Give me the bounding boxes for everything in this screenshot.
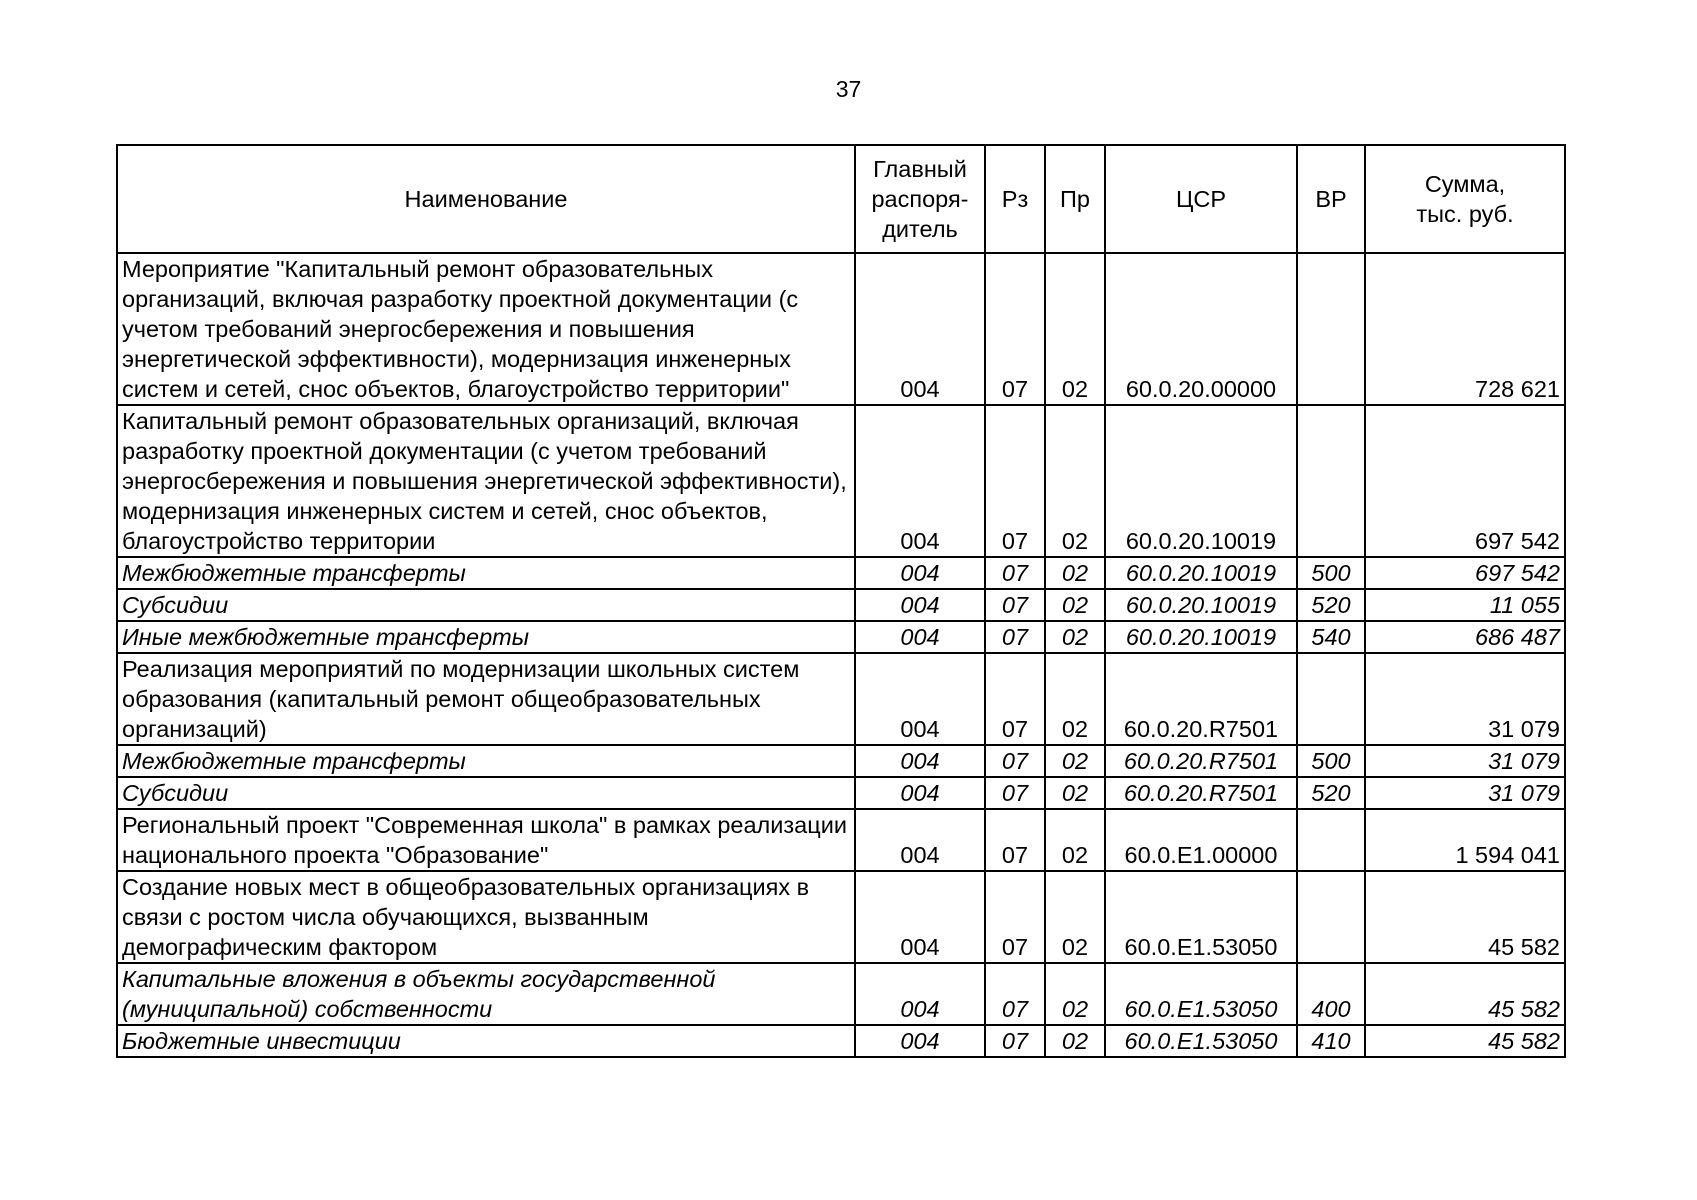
cell-vr: 500 [1297, 745, 1365, 777]
table-row [117, 405, 1565, 557]
cell-pr: 02 [1045, 1025, 1105, 1057]
cell-vr: 540 [1297, 621, 1365, 653]
cell-rz: 07 [985, 405, 1045, 557]
cell-sum: 45 582 [1365, 1025, 1565, 1057]
cell-vr [1297, 405, 1365, 557]
cell-sum: 31 079 [1365, 745, 1565, 777]
cell-name: Региональный проект "Современная школа" в рамках реализации национального проекта "Образование" [117, 809, 855, 871]
cell-sum: 686 487 [1365, 621, 1565, 653]
cell-rz: 07 [985, 745, 1045, 777]
cell-pr: 02 [1045, 253, 1105, 405]
table-row [117, 253, 1565, 405]
cell-rz: 07 [985, 653, 1045, 745]
cell-csr: 60.0.20.00000 [1105, 253, 1297, 405]
header-name: Наименование [117, 145, 855, 253]
table-row [117, 589, 1565, 621]
cell-csr: 60.0.20.10019 [1105, 621, 1297, 653]
cell-manager: 004 [855, 963, 985, 1025]
cell-csr: 60.0.20.R7501 [1105, 745, 1297, 777]
cell-name: Капитальные вложения в объекты государственной (муниципальной) собственности [117, 963, 855, 1025]
cell-pr: 02 [1045, 809, 1105, 871]
table-row [117, 871, 1565, 963]
cell-name: Субсидии [117, 777, 855, 809]
cell-rz: 07 [985, 777, 1045, 809]
cell-vr: 520 [1297, 589, 1365, 621]
cell-name: Бюджетные инвестиции [117, 1025, 855, 1057]
cell-rz: 07 [985, 871, 1045, 963]
cell-vr [1297, 253, 1365, 405]
cell-rz: 07 [985, 963, 1045, 1025]
cell-sum: 31 079 [1365, 653, 1565, 745]
header-rz: Рз [985, 145, 1045, 253]
cell-vr [1297, 871, 1365, 963]
cell-csr: 60.0.20.R7501 [1105, 777, 1297, 809]
cell-csr: 60.0.E1.53050 [1105, 963, 1297, 1025]
cell-sum: 1 594 041 [1365, 809, 1565, 871]
cell-csr: 60.0.20.10019 [1105, 589, 1297, 621]
cell-pr: 02 [1045, 405, 1105, 557]
cell-pr: 02 [1045, 621, 1105, 653]
cell-sum: 728 621 [1365, 253, 1565, 405]
cell-rz: 07 [985, 589, 1045, 621]
cell-vr [1297, 653, 1365, 745]
cell-csr: 60.0.20.10019 [1105, 405, 1297, 557]
cell-manager: 004 [855, 621, 985, 653]
table-row [117, 963, 1565, 1025]
header-pr: Пр [1045, 145, 1105, 253]
table-row [117, 621, 1565, 653]
table-row [117, 557, 1565, 589]
cell-sum: 11 055 [1365, 589, 1565, 621]
table-row [117, 809, 1565, 871]
cell-manager: 004 [855, 253, 985, 405]
cell-pr: 02 [1045, 963, 1105, 1025]
cell-sum: 31 079 [1365, 777, 1565, 809]
cell-vr: 500 [1297, 557, 1365, 589]
cell-name: Межбюджетные трансферты [117, 745, 855, 777]
cell-csr: 60.0.E1.53050 [1105, 871, 1297, 963]
cell-manager: 004 [855, 809, 985, 871]
cell-manager: 004 [855, 589, 985, 621]
cell-vr [1297, 809, 1365, 871]
cell-csr: 60.0.20.10019 [1105, 557, 1297, 589]
cell-rz: 07 [985, 1025, 1045, 1057]
cell-pr: 02 [1045, 557, 1105, 589]
cell-manager: 004 [855, 557, 985, 589]
cell-pr: 02 [1045, 871, 1105, 963]
cell-rz: 07 [985, 557, 1045, 589]
cell-manager: 004 [855, 871, 985, 963]
header-sum: Сумма, тыс. руб. [1365, 145, 1565, 253]
cell-name: Межбюджетные трансферты [117, 557, 855, 589]
cell-manager: 004 [855, 777, 985, 809]
table-row [117, 653, 1565, 745]
header-manager: Главный распоря- дитель [855, 145, 985, 253]
cell-vr: 410 [1297, 1025, 1365, 1057]
cell-sum: 697 542 [1365, 557, 1565, 589]
cell-name: Иные межбюджетные трансферты [117, 621, 855, 653]
cell-vr: 520 [1297, 777, 1365, 809]
header-vr: ВР [1297, 145, 1365, 253]
table-row [117, 745, 1565, 777]
cell-rz: 07 [985, 621, 1045, 653]
cell-name: Реализация мероприятий по модернизации школьных систем образования (капитальный ремонт общеобразовательных организаций) [117, 653, 855, 745]
cell-manager: 004 [855, 405, 985, 557]
cell-sum: 697 542 [1365, 405, 1565, 557]
cell-manager: 004 [855, 1025, 985, 1057]
cell-name: Субсидии [117, 589, 855, 621]
cell-csr: 60.0.E1.00000 [1105, 809, 1297, 871]
cell-pr: 02 [1045, 589, 1105, 621]
cell-manager: 004 [855, 653, 985, 745]
cell-pr: 02 [1045, 777, 1105, 809]
table-row [117, 1025, 1565, 1057]
page-number: 37 [835, 76, 862, 102]
cell-csr: 60.0.E1.53050 [1105, 1025, 1297, 1057]
table-row [117, 777, 1565, 809]
table-header-row [117, 145, 1565, 253]
cell-rz: 07 [985, 253, 1045, 405]
cell-name: Создание новых мест в общеобразовательных организациях в связи с ростом числа обучающихся, вызванным демографическим фактором [117, 871, 855, 963]
cell-name: Мероприятие "Капитальный ремонт образовательных организаций, включая разработку проектной документации (с учетом требований энергосбережения и повышения энергетической эффективности), модернизация инженерных систем и сетей, снос объектов, благоустройство территории" [117, 253, 855, 405]
header-csr: ЦСР [1105, 145, 1297, 253]
cell-name: Капитальный ремонт образовательных организаций, включая разработку проектной документации (с учетом требований энергосбережения и повышения энергетической эффективности), модернизация инженерных систем и сетей, снос объектов, благоустройство территории [117, 405, 855, 557]
cell-pr: 02 [1045, 745, 1105, 777]
cell-manager: 004 [855, 745, 985, 777]
cell-sum: 45 582 [1365, 963, 1565, 1025]
cell-csr: 60.0.20.R7501 [1105, 653, 1297, 745]
cell-sum: 45 582 [1365, 871, 1565, 963]
budget-table [116, 144, 1566, 1058]
cell-vr: 400 [1297, 963, 1365, 1025]
cell-pr: 02 [1045, 653, 1105, 745]
cell-rz: 07 [985, 809, 1045, 871]
